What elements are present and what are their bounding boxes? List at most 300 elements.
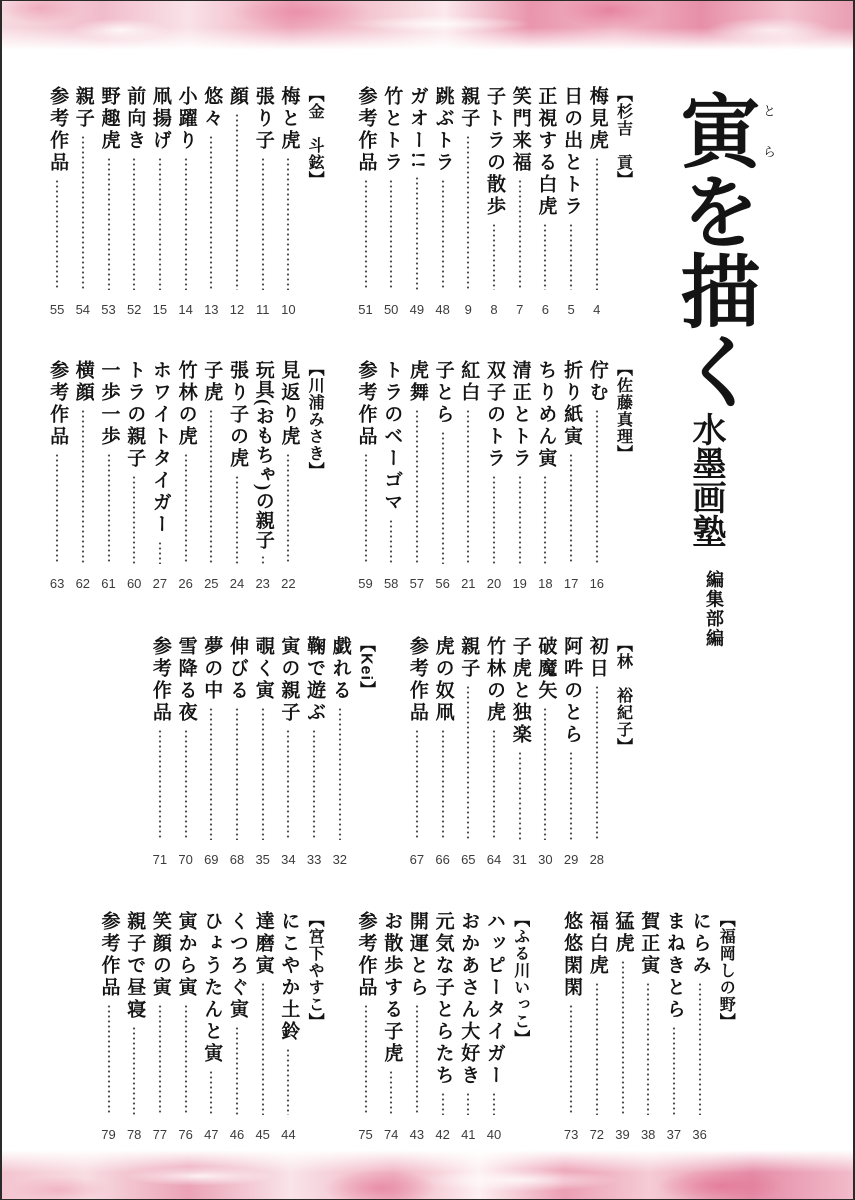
leader-dots	[415, 176, 419, 290]
page-number: 63	[49, 576, 65, 591]
toc-entry	[584, 636, 610, 870]
entry-title: 笑門来福	[509, 86, 531, 174]
leader-dots	[184, 1004, 188, 1115]
leader-dots	[518, 475, 522, 564]
page-number: 17	[563, 576, 579, 591]
leader-dots	[415, 409, 419, 564]
page-number: 26	[178, 576, 193, 591]
leader-dots	[492, 729, 496, 840]
page-number: 7	[516, 302, 524, 317]
leader-dots	[569, 223, 573, 290]
entry-title: にこやか土鈴	[278, 911, 300, 1043]
toc-entry	[558, 911, 584, 1145]
entry-title: ホワイトタイガー	[149, 360, 171, 536]
page-number: 65	[461, 852, 476, 867]
toc-entry	[147, 636, 173, 870]
entry-title: 虎舞	[406, 360, 428, 404]
page-number: 47	[204, 1127, 219, 1142]
entry-title: 戯れる	[329, 636, 351, 702]
toc-entry	[507, 360, 533, 594]
page-number: 27	[152, 576, 168, 591]
entry-title: 参考作品	[355, 360, 377, 448]
page-number: 70	[178, 852, 193, 867]
leader-dots	[107, 157, 111, 290]
series-title: 水墨画塾	[686, 412, 726, 548]
leader-dots	[441, 729, 445, 840]
entry-title: 破魔矢	[535, 636, 557, 702]
leader-dots	[132, 1026, 136, 1115]
toc-entry	[687, 911, 713, 1145]
entry-title: 伸びる	[227, 636, 248, 702]
page-number: 68	[229, 852, 245, 867]
page-number: 12	[229, 302, 245, 317]
page-number: 11	[255, 302, 270, 317]
toc-entry	[96, 86, 122, 320]
page-number: 30	[538, 852, 553, 867]
entry-title: 折り紙寅	[561, 360, 583, 448]
page-number: 52	[126, 302, 142, 317]
page-number: 44	[281, 1127, 296, 1142]
entry-title: 跳ぶトラ	[432, 86, 454, 174]
leader-dots	[389, 179, 393, 290]
leader-dots	[81, 409, 85, 564]
leader-dots	[492, 475, 496, 564]
entry-title: 竹林の虎	[175, 360, 197, 448]
entry-title: 虎の奴凧	[432, 636, 454, 724]
toc-entry	[584, 360, 610, 594]
toc-entry	[584, 86, 610, 320]
entry-title: 張り子の虎	[227, 360, 248, 470]
leader-dots	[132, 157, 136, 290]
entry-title: 竹林の虎	[484, 636, 505, 724]
page-number: 51	[358, 302, 373, 317]
toc-entry	[430, 911, 456, 1145]
leader-dots	[672, 1026, 676, 1115]
leader-dots	[338, 707, 342, 840]
entry-title: 参考作品	[47, 86, 69, 174]
toc-entry	[353, 911, 379, 1145]
leader-dots	[415, 729, 419, 840]
page-number: 77	[152, 1127, 168, 1142]
entry-title: くつろぐ寅	[227, 911, 248, 1021]
title-main-character: 寅	[667, 90, 761, 170]
leader-dots	[312, 729, 316, 840]
page-number: 22	[281, 576, 296, 591]
leader-dots	[569, 1004, 573, 1115]
toc-entry	[70, 360, 96, 594]
leader-dots	[184, 729, 188, 840]
toc-entry	[481, 636, 507, 870]
toc-entry	[198, 911, 224, 1145]
author-name: 【ふる川いっこ】	[511, 911, 529, 1047]
entry-title: 夢の中	[201, 636, 223, 702]
toc-entry	[275, 636, 301, 870]
entry-title: 親子	[458, 86, 480, 130]
page-number: 23	[255, 576, 270, 591]
toc-entry	[173, 360, 199, 594]
page-number: 64	[486, 852, 502, 867]
page-number: 41	[461, 1127, 476, 1142]
toc-entry	[532, 86, 558, 320]
entry-title: 日の出とトラ	[561, 86, 583, 218]
author-name: 【Kei】	[357, 636, 375, 698]
toc-entry	[455, 360, 481, 594]
page-number: 8	[490, 302, 498, 317]
toc-entry	[250, 636, 276, 870]
leader-dots	[286, 729, 290, 840]
entry-title: 小躍り	[175, 86, 197, 152]
entry-title: 参考作品	[355, 86, 377, 174]
entry-title: 覗く寅	[252, 636, 274, 702]
toc-entry	[250, 911, 276, 1145]
page-number: 28	[589, 852, 605, 867]
leader-dots	[466, 1092, 470, 1115]
leader-dots	[286, 157, 290, 290]
author-name: 【川浦みさき】	[306, 360, 324, 479]
entry-title: 開運とら	[406, 911, 428, 999]
toc-entry	[507, 636, 533, 870]
page-number: 13	[204, 302, 219, 317]
toc-entry	[558, 360, 584, 594]
entry-title: ひょうたんと寅	[201, 911, 223, 1065]
page-number: 62	[75, 576, 91, 591]
entry-title: 見返り虎	[278, 360, 300, 448]
leader-dots	[132, 475, 136, 564]
entry-title: 清正とトラ	[509, 360, 531, 470]
editor-credit: 編集部編	[703, 570, 724, 648]
page-number: 21	[461, 576, 476, 591]
toc-entry	[558, 636, 584, 870]
leader-dots	[209, 409, 213, 564]
entry-title: 野趣虎	[98, 86, 120, 152]
page-number: 76	[178, 1127, 193, 1142]
toc-entry	[404, 360, 430, 594]
entry-title: 元気な子とらたち	[432, 911, 454, 1087]
author-name: 【宮下やすこ】	[306, 911, 324, 1030]
leader-dots	[209, 1070, 213, 1115]
toc-entry	[532, 360, 558, 594]
leader-dots	[107, 453, 111, 564]
page-number: 4	[593, 302, 601, 317]
toc-entry	[610, 911, 636, 1145]
toc-entry	[198, 86, 224, 320]
author-name: 【福岡しの野】	[717, 911, 735, 1030]
leader-dots	[55, 179, 59, 290]
leader-dots	[235, 475, 239, 564]
entry-title: 横顔	[72, 360, 94, 404]
leader-dots	[518, 179, 522, 290]
entry-title: トラの親子	[124, 360, 146, 470]
page-number: 73	[563, 1127, 579, 1142]
entry-title: 前向き	[124, 86, 146, 152]
author-column	[610, 360, 636, 594]
leader-dots	[466, 135, 470, 290]
entry-title: 悠悠閑閑	[561, 911, 583, 999]
leader-dots	[235, 1026, 239, 1115]
entry-title: 梅見虎	[586, 86, 608, 152]
entry-title: 親子で昼寝	[124, 911, 146, 1021]
leader-dots	[595, 157, 599, 290]
page-number: 34	[281, 852, 296, 867]
author-column	[301, 86, 327, 320]
leader-dots	[492, 223, 496, 290]
toc-entry	[404, 86, 430, 320]
toc-entry	[198, 636, 224, 870]
leader-dots	[158, 1004, 162, 1115]
toc-entry	[173, 911, 199, 1145]
page-number: 69	[204, 852, 219, 867]
toc-entry	[455, 636, 481, 870]
toc-entry	[661, 911, 687, 1145]
entry-title: 猛虎	[612, 911, 634, 955]
toc-entry	[404, 636, 430, 870]
page-number: 9	[464, 302, 472, 317]
toc-entry	[198, 360, 224, 594]
leader-dots	[389, 519, 393, 564]
page-number: 33	[306, 852, 322, 867]
author-name: 【佐藤真理】	[614, 360, 632, 462]
page-number: 6	[541, 302, 549, 317]
page-number: 54	[75, 302, 91, 317]
toc-entry	[378, 911, 404, 1145]
page-number: 58	[383, 576, 399, 591]
page-number: 55	[49, 302, 65, 317]
toc-entry	[224, 360, 250, 594]
title-ruby-reading: とら	[761, 104, 776, 186]
page-number: 60	[126, 576, 142, 591]
entry-title: 梅と虎	[278, 86, 300, 152]
toc-entry	[558, 86, 584, 320]
author-column	[507, 911, 533, 1145]
leader-dots	[158, 541, 162, 564]
page-number: 14	[178, 302, 193, 317]
toc-entry	[224, 911, 250, 1145]
leader-dots	[543, 223, 547, 290]
toc-entry	[44, 86, 70, 320]
leader-dots	[261, 555, 265, 564]
author-column	[301, 360, 327, 594]
entry-title: 笑顔の寅	[149, 911, 171, 999]
page-number: 67	[409, 852, 425, 867]
title-rest: を描く	[667, 170, 761, 410]
toc-entry	[584, 911, 610, 1145]
leader-dots	[595, 685, 599, 840]
page-number: 39	[615, 1127, 630, 1142]
page-number: 42	[435, 1127, 450, 1142]
page-number: 56	[435, 576, 450, 591]
entry-title: 親子	[458, 636, 480, 680]
entry-title: 一歩一歩	[98, 360, 120, 448]
entry-title: 阿吽のとら	[561, 636, 583, 746]
toc-entry	[481, 911, 507, 1145]
page-number: 45	[255, 1127, 270, 1142]
leader-dots	[389, 1070, 393, 1115]
entry-title: 悠々	[201, 86, 223, 130]
leader-dots	[55, 453, 59, 564]
toc-entry	[224, 86, 250, 320]
page-number: 32	[332, 852, 348, 867]
toc-entry	[353, 360, 379, 594]
entry-title: 子虎と独楽	[509, 636, 531, 746]
author-column	[353, 636, 379, 870]
entry-title: 鞠で遊ぶ	[304, 636, 326, 724]
toc-entry	[275, 911, 301, 1145]
page-number: 50	[383, 302, 399, 317]
page-number: 79	[101, 1127, 116, 1142]
toc-entry	[507, 86, 533, 320]
leader-dots	[158, 157, 162, 290]
entry-title: トラのベーゴマ	[381, 360, 403, 514]
entry-title: ちりめん寅	[535, 360, 557, 470]
page-number: 48	[435, 302, 450, 317]
page-number: 31	[512, 852, 527, 867]
leader-dots	[261, 982, 265, 1115]
entry-title: 張り子	[252, 86, 274, 152]
leader-dots	[466, 685, 470, 840]
page-number: 18	[538, 576, 553, 591]
toc-entry	[275, 86, 301, 320]
entry-title: お散歩する子虎	[381, 911, 403, 1065]
entry-title: 凧揚げ	[149, 86, 171, 152]
entry-title: 福白虎	[586, 911, 608, 977]
author-name: 【杉吉 貢】	[614, 86, 632, 188]
toc-entry	[430, 360, 456, 594]
entry-title: 正視する白虎	[535, 86, 557, 218]
page-number: 10	[281, 302, 296, 317]
leader-dots	[466, 409, 470, 564]
leader-dots	[595, 982, 599, 1115]
leader-dots	[441, 179, 445, 290]
page-number: 25	[204, 576, 219, 591]
author-name: 【林 裕紀子】	[614, 636, 632, 755]
entry-title: 顔	[227, 86, 248, 108]
page-number: 57	[409, 576, 425, 591]
leader-dots	[364, 1004, 368, 1115]
toc-entry	[455, 911, 481, 1145]
entry-title: ガオー!!	[406, 86, 428, 171]
entry-title: 子トラの散歩	[484, 86, 505, 218]
author-column	[610, 86, 636, 320]
toc-entry	[481, 360, 507, 594]
toc-entry	[455, 86, 481, 320]
toc-entry	[96, 911, 122, 1145]
leader-dots	[286, 1048, 290, 1115]
toc-entry	[147, 911, 173, 1145]
entry-title: 参考作品	[149, 636, 171, 724]
page-number: 59	[358, 576, 373, 591]
leader-dots	[492, 1092, 496, 1115]
entry-title: 参考作品	[355, 911, 377, 999]
leader-dots	[261, 707, 265, 840]
page-number: 49	[409, 302, 425, 317]
entry-title: 玩具(おもちゃ)の親子	[252, 360, 274, 550]
toc-entry	[378, 86, 404, 320]
entry-title: おかあさん大好き	[458, 911, 480, 1087]
entry-title: 紅白	[458, 360, 480, 404]
toc-entry	[430, 636, 456, 870]
leader-dots	[646, 982, 650, 1115]
toc-entry	[327, 636, 353, 870]
entry-title: にらみ	[689, 911, 711, 977]
entry-title: 寅の親子	[278, 636, 300, 724]
entry-title: 双子のトラ	[484, 360, 505, 470]
leader-dots	[235, 113, 239, 290]
entry-title: ハッピータイガー	[484, 911, 505, 1087]
toc-entry	[44, 360, 70, 594]
leader-dots	[184, 157, 188, 290]
toc-entry	[173, 86, 199, 320]
toc-entry	[378, 360, 404, 594]
page-number: 75	[358, 1127, 373, 1142]
leader-dots	[364, 453, 368, 564]
leader-dots	[543, 707, 547, 840]
entry-title: 寅から寅	[175, 911, 197, 999]
toc-entry	[70, 86, 96, 320]
toc-entry	[301, 636, 327, 870]
page-number: 36	[692, 1127, 707, 1142]
leader-dots	[81, 135, 85, 290]
page-number: 71	[152, 852, 168, 867]
entry-title: 親子	[72, 86, 94, 130]
toc-entry	[121, 911, 147, 1145]
leader-dots	[621, 960, 625, 1115]
author-column	[712, 911, 738, 1145]
page-number: 29	[563, 852, 579, 867]
entry-title: 参考作品	[98, 911, 120, 999]
toc-entry	[121, 360, 147, 594]
leader-dots	[364, 179, 368, 290]
leader-dots	[235, 707, 239, 840]
leader-dots	[184, 453, 188, 564]
toc-entry	[404, 911, 430, 1145]
entry-title: 雪降る夜	[175, 636, 197, 724]
entry-title: 賀正寅	[638, 911, 660, 977]
toc-entry	[532, 636, 558, 870]
leader-dots	[595, 409, 599, 564]
leader-dots	[415, 1004, 419, 1115]
entry-title: 竹とトラ	[381, 86, 403, 174]
entry-title: 子虎	[201, 360, 223, 404]
leader-dots	[518, 751, 522, 840]
page-number: 15	[152, 302, 168, 317]
page-number: 61	[101, 576, 116, 591]
leader-dots	[209, 135, 213, 290]
toc-entry	[147, 360, 173, 594]
page-number: 19	[512, 576, 527, 591]
page-number: 20	[486, 576, 502, 591]
toc-entry	[224, 636, 250, 870]
leader-dots	[441, 1092, 445, 1115]
author-column	[610, 636, 636, 870]
leader-dots	[441, 431, 445, 564]
page-number: 53	[101, 302, 116, 317]
page-number: 40	[486, 1127, 502, 1142]
entry-title: 参考作品	[406, 636, 428, 724]
leader-dots	[261, 157, 265, 290]
toc-entry	[481, 86, 507, 320]
leader-dots	[107, 1004, 111, 1115]
toc-entry	[250, 86, 276, 320]
page-number: 78	[126, 1127, 142, 1142]
leader-dots	[569, 751, 573, 840]
page-number: 66	[435, 852, 450, 867]
author-name: 【金 斗鉉】	[306, 86, 324, 188]
entry-title: 参考作品	[47, 360, 69, 448]
leader-dots	[286, 453, 290, 564]
toc-entry	[430, 86, 456, 320]
page-number: 37	[666, 1127, 682, 1142]
page-number: 5	[567, 302, 575, 317]
